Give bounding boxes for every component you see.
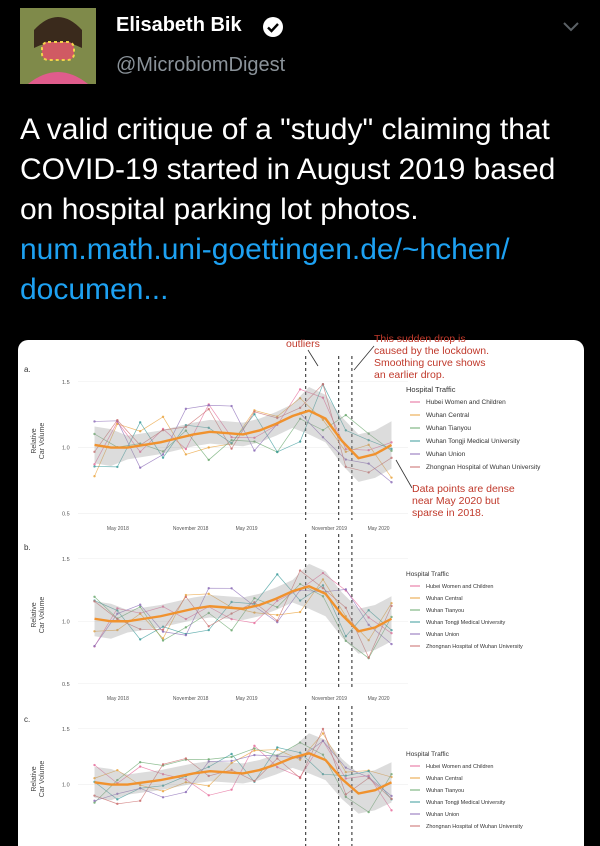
series-point	[162, 629, 164, 631]
series-point	[116, 803, 118, 805]
figure-svg	[18, 333, 584, 846]
panel-label: b.	[24, 543, 31, 552]
annotation-arrow	[396, 460, 412, 488]
series-point	[253, 749, 255, 751]
series-point	[162, 763, 164, 765]
annotation-outliers: outliers	[286, 338, 320, 350]
panel-label: a.	[24, 365, 31, 374]
legend-item: Hubei Women and Children	[426, 399, 506, 406]
series-point	[230, 405, 232, 407]
legend-item: Wuhan Tianyou	[426, 425, 472, 432]
chevron-down-icon[interactable]	[562, 20, 580, 34]
series-point	[253, 754, 255, 756]
series-point	[162, 416, 164, 418]
y-tick-label: 1.5	[62, 726, 70, 733]
legend-item: Wuhan Central	[426, 776, 463, 782]
legend-item: Wuhan Tianyou	[426, 608, 465, 614]
y-axis-label: RelativeCar Volume	[31, 760, 46, 798]
series-point	[93, 800, 95, 802]
series-point	[93, 596, 95, 598]
series-point	[139, 761, 141, 763]
legend-title: Hospital Traffic	[406, 571, 449, 578]
legend-title: Hospital Traffic	[406, 385, 456, 394]
series-point	[116, 798, 118, 800]
legend-item: Wuhan Tongji Medical University	[426, 620, 506, 626]
series-point	[162, 790, 164, 792]
y-tick-label: 0.5	[62, 681, 70, 688]
legend-item: Wuhan Tianyou	[426, 788, 465, 794]
y-tick-label: 1.0	[62, 782, 70, 789]
legend-item: Wuhan Union	[426, 451, 466, 458]
series-point	[116, 419, 118, 421]
series-point	[299, 440, 301, 442]
x-tick-label: May 2018	[106, 696, 129, 702]
annotation-drop-line: caused by the lockdown.	[374, 345, 489, 357]
series-point	[185, 408, 187, 410]
series-point	[139, 421, 141, 423]
series-point	[162, 796, 164, 798]
series-point	[93, 764, 95, 766]
author-name[interactable]: Elisabeth Bik	[116, 14, 242, 36]
series-point	[276, 573, 278, 575]
y-tick-label: 1.5	[62, 379, 70, 386]
series-point	[345, 588, 347, 590]
legend-item: Hubei Women and Children	[426, 584, 494, 590]
x-tick-label: November 2018	[172, 696, 209, 702]
series-point	[162, 457, 164, 459]
annotation-drop-line: an earlier drop.	[374, 369, 445, 381]
figure-panel	[24, 706, 523, 846]
annotation-drop-line: Smoothing curve shows	[374, 357, 486, 369]
series-point	[139, 467, 141, 469]
series-point	[322, 732, 324, 734]
series-point	[139, 430, 141, 432]
legend-item: Wuhan Tongji Medical University	[426, 800, 506, 806]
tweet-link-line1: num.math.uni-goettingen.de/~hchen/	[20, 233, 510, 266]
legend-item: Wuhan Union	[426, 812, 460, 818]
x-tick-label: May 2020	[367, 696, 390, 702]
series-point	[185, 757, 187, 759]
series-point	[93, 465, 95, 467]
series-point	[208, 446, 210, 448]
series-point	[230, 760, 232, 762]
series-point	[208, 785, 210, 787]
legend-item: Wuhan Tongji Medical University	[426, 438, 520, 445]
series-point	[208, 794, 210, 796]
series-point	[208, 625, 210, 627]
author-handle[interactable]: @MicrobiomDigest	[116, 54, 286, 76]
series-point	[139, 604, 141, 606]
series-point	[93, 645, 95, 647]
y-axis-label: RelativeCar Volume	[31, 422, 46, 460]
tweet-link-line2: documen...	[20, 273, 169, 306]
y-axis-label: RelativeCar Volume	[31, 596, 46, 634]
annotation-dense-line: sparse in 2018.	[412, 507, 484, 519]
series-point	[276, 614, 278, 616]
series-point	[390, 476, 392, 478]
series-point	[322, 728, 324, 730]
series-point	[299, 388, 301, 390]
y-tick-label: 0.5	[62, 511, 70, 518]
legend-item: Zhongnan Hospital of Wuhan University	[426, 824, 523, 830]
series-point	[276, 451, 278, 453]
series-point	[185, 626, 187, 628]
series-point	[390, 481, 392, 483]
y-tick-label: 1.0	[62, 445, 70, 452]
annotation-drop-line: This sudden drop is	[374, 333, 466, 345]
tweet-link[interactable]	[20, 233, 510, 306]
series-point	[116, 466, 118, 468]
series-point	[276, 746, 278, 748]
legend-item: Wuhan Central	[426, 596, 463, 602]
series-point	[208, 629, 210, 631]
series-point	[139, 800, 141, 802]
series-point	[93, 475, 95, 477]
x-tick-label: May 2019	[235, 696, 258, 702]
annotation-dense-line: Data points are dense	[412, 483, 515, 495]
y-tick-label: 1.0	[62, 619, 70, 626]
series-point	[230, 788, 232, 790]
series-point	[208, 404, 210, 406]
series-point	[208, 593, 210, 595]
series-point	[230, 447, 232, 449]
series-point	[208, 459, 210, 461]
x-tick-label: November 2018	[172, 526, 209, 532]
panel-label: c.	[24, 715, 31, 724]
series-point	[276, 620, 278, 622]
avatar[interactable]	[20, 8, 96, 84]
series-point	[208, 758, 210, 760]
legend-item: Wuhan Central	[426, 412, 470, 419]
series-point	[139, 638, 141, 640]
x-tick-label: May 2020	[367, 526, 390, 532]
series-point	[208, 587, 210, 589]
series-point	[230, 629, 232, 631]
series-point	[367, 656, 369, 658]
series-point	[185, 634, 187, 636]
series-point	[162, 639, 164, 641]
series-point	[185, 453, 187, 455]
series-point	[253, 622, 255, 624]
series-point	[299, 569, 301, 571]
series-point	[185, 596, 187, 598]
series-point	[139, 765, 141, 767]
series-point	[230, 753, 232, 755]
series-point	[390, 809, 392, 811]
tweet-body: A valid critique of a "study" claiming that COVID-19 started in August 2019 based on hospital parking lot photos.	[20, 113, 556, 226]
series-point	[93, 420, 95, 422]
series-point	[185, 791, 187, 793]
x-tick-label: May 2019	[235, 526, 258, 532]
legend-item: Hubei Women and Children	[426, 764, 494, 770]
annotation-dense-line: near May 2020 but	[412, 495, 500, 507]
series-point	[253, 411, 255, 413]
series-point	[390, 643, 392, 645]
series-point	[322, 383, 324, 385]
series-point	[208, 408, 210, 410]
x-tick-label: May 2018	[106, 526, 129, 532]
x-tick-label: November 2019	[311, 526, 348, 532]
legend-item: Zhongnan Hospital of Wuhan University	[426, 464, 541, 471]
series-point	[253, 745, 255, 747]
series-point	[345, 414, 347, 416]
tweet-image[interactable]	[18, 333, 584, 846]
figure-panel	[24, 534, 523, 702]
series-point	[230, 756, 232, 758]
tweet-text	[20, 110, 590, 310]
verified-badge-icon	[262, 16, 284, 38]
series-point	[253, 449, 255, 451]
annotation-arrow	[354, 346, 374, 370]
series-point	[253, 747, 255, 749]
legend-item: Zhongnan Hospital of Wuhan University	[426, 644, 523, 650]
series-point	[299, 777, 301, 779]
y-tick-label: 1.5	[62, 556, 70, 563]
legend-title: Hospital Traffic	[406, 751, 449, 758]
series-point	[230, 587, 232, 589]
annotation-arrow	[308, 350, 318, 366]
legend-item: Wuhan Union	[426, 632, 460, 638]
x-tick-label: November 2019	[311, 696, 348, 702]
series-point	[299, 611, 301, 613]
